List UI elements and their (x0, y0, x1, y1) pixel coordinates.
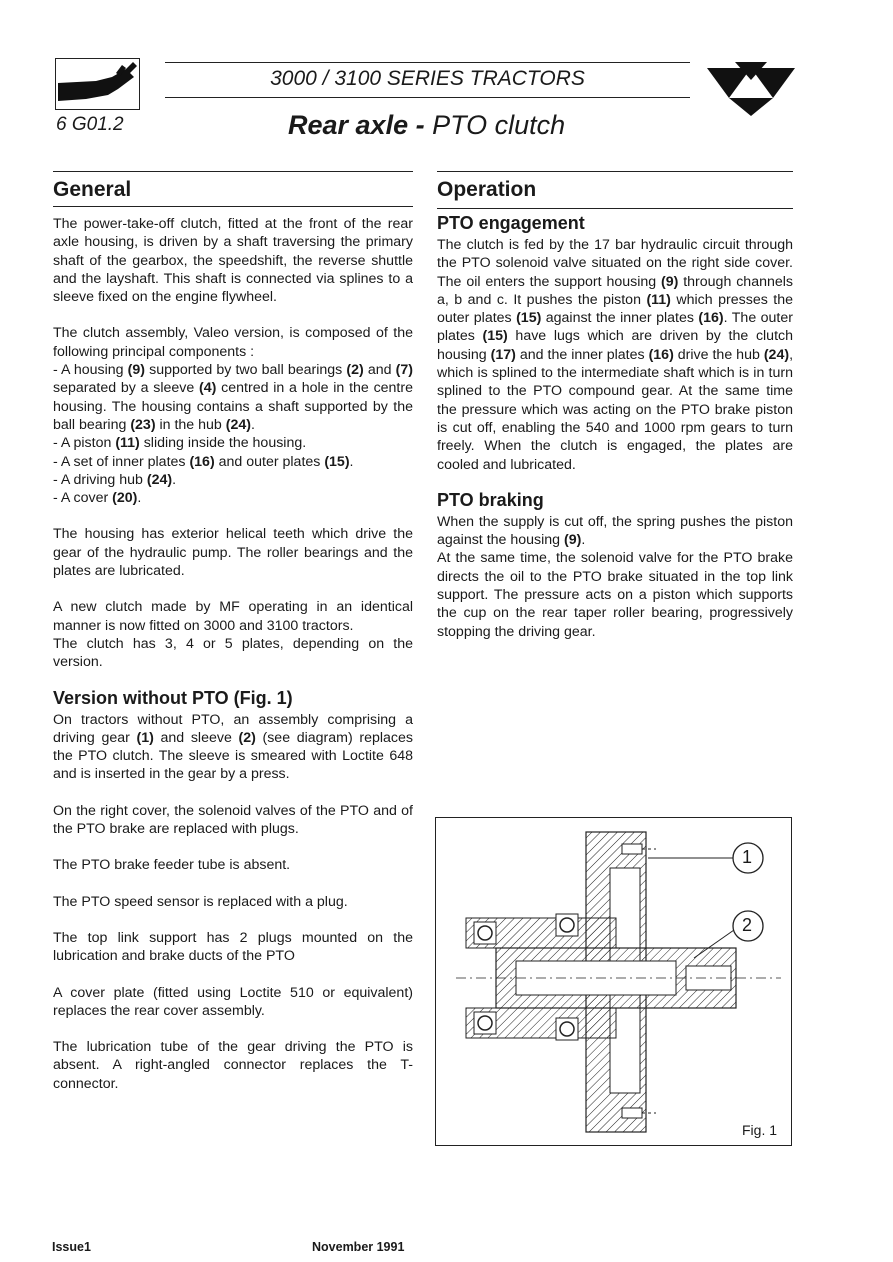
version-paragraph-3: The PTO brake feeder tube is absent. (53, 857, 291, 874)
version-paragraph-4: The PTO speed sensor is replaced with a plug. (53, 893, 348, 910)
general-paragraph-5: The clutch has 3, 4 or 5 plates, depending on the version. (53, 635, 413, 671)
page-title (288, 110, 565, 141)
braking-paragraph-2: At the same time, the solenoid valve for the PTO brake directs the oil to the PTO brake situated in the top link support. The pressure acts on a piston which supports the cup on the rear taper roller bearing, progressively stopping the driving gear. (437, 550, 793, 640)
component-item-piston: - A piston (11) sliding inside the housing. (53, 435, 307, 452)
title-rest: PTO clutch (432, 110, 566, 140)
component-item-cover: - A cover (20). (53, 490, 142, 507)
footer-issue: Issue1 (52, 1240, 91, 1254)
section-code: 6 G01.2 (56, 114, 124, 135)
general-paragraph-1: The power-take-off clutch, fitted at the front of the rear axle housing, is driven by a shaft traversing the primary shaft of the gearbox, the speedshift, the reverse shuttle and the layshaft. This shaft is connected via splines to a sleeve fixed on the engine flywheel. (53, 216, 413, 306)
version-paragraph-6: A cover plate (fitted using Loctite 510 or equivalent) replaces the rear cover assembly. (53, 984, 413, 1019)
version-paragraph-7: The lubrication tube of the gear driving the PTO is absent. A right-angled connector replaces the T-connector. (53, 1039, 413, 1092)
version-paragraph-2: On the right cover, the solenoid valves of the PTO and of the PTO brake are replaced with plugs. (53, 802, 413, 838)
series-title: 3000 / 3100 SERIES TRACTORS (165, 62, 690, 98)
version-paragraph-5: The top link support has 2 plugs mounted on the lubrication and brake ducts of the PTO (53, 929, 413, 965)
general-paragraph-4: A new clutch made by MF operating in an identical manner is now fitted on 3000 and 3100 tractors. (53, 599, 413, 634)
left-column (53, 171, 413, 1093)
figure-1 (435, 817, 792, 1146)
callout-2: 2 (742, 915, 753, 935)
title-separator: - (408, 110, 433, 140)
right-column (437, 171, 793, 641)
logo-box (55, 58, 140, 110)
operation-heading: Operation (437, 171, 793, 209)
engagement-heading: PTO engagement (437, 213, 585, 233)
pto-sleeve-diagram (436, 818, 791, 1145)
engagement-paragraph: The clutch is fed by the 17 bar hydraulic circuit through the PTO solenoid valve situated on the right side cover. The oil enters the support housing (9) through channels a, b and c. It pushes the piston (11) which presses the outer plates (15) against the inner plates (16). The outer plates (15) have lugs which are driven by the clutch housing (17) and the inner plates (16) drive the hub (24), which is splined to the intermediate shaft which is in turn splined to the PTO compound gear. At the same time the pressure which was acting on the PTO brake piston is cut off, enabling the 540 and 1000 rpm gears to turn freely. When the clutch is engaged, the plates are cooled and lubricated. (437, 237, 794, 473)
braking-paragraph-1: When the supply is cut off, the spring pushes the piston against the housing (9). (437, 513, 793, 549)
figure-caption: Fig. 1 (742, 1122, 778, 1138)
callout-1: 1 (742, 847, 753, 867)
title-bold: Rear axle (288, 110, 409, 140)
general-paragraph-2: The clutch assembly, Valeo version, is composed of the following principal components : (53, 325, 413, 360)
general-heading: General (53, 171, 413, 207)
footer-date: November 1991 (312, 1240, 405, 1254)
triple-triangle-icon (705, 58, 797, 118)
braking-heading: PTO braking (437, 489, 544, 510)
general-paragraph-3: The housing has exterior helical teeth which drive the gear of the hydraulic pump. The roller bearings and the plates are lubricated. (53, 526, 413, 580)
component-item-hub: - A driving hub (24). (53, 471, 177, 488)
brand-logo (705, 58, 797, 118)
component-item-housing: - A housing (9) supported by two ball bearings (2) and (7) separated by a sleeve (4) centred in a hole in the centre housing. The housing contains a shaft supported by the ball bearing (23) in the hub (24). (53, 362, 413, 433)
component-item-plates: - A set of inner plates (16) and outer plates (15). (53, 453, 354, 470)
version-heading: Version without PTO (Fig. 1) (53, 687, 293, 708)
wrench-hand-icon (56, 59, 139, 109)
version-paragraph-1: On tractors without PTO, an assembly comprising a driving gear (1) and sleeve (2) (see diagram) replaces the PTO clutch. The sleeve is smeared with Loctite 648 and is inserted in the gear by a press. (53, 711, 413, 783)
